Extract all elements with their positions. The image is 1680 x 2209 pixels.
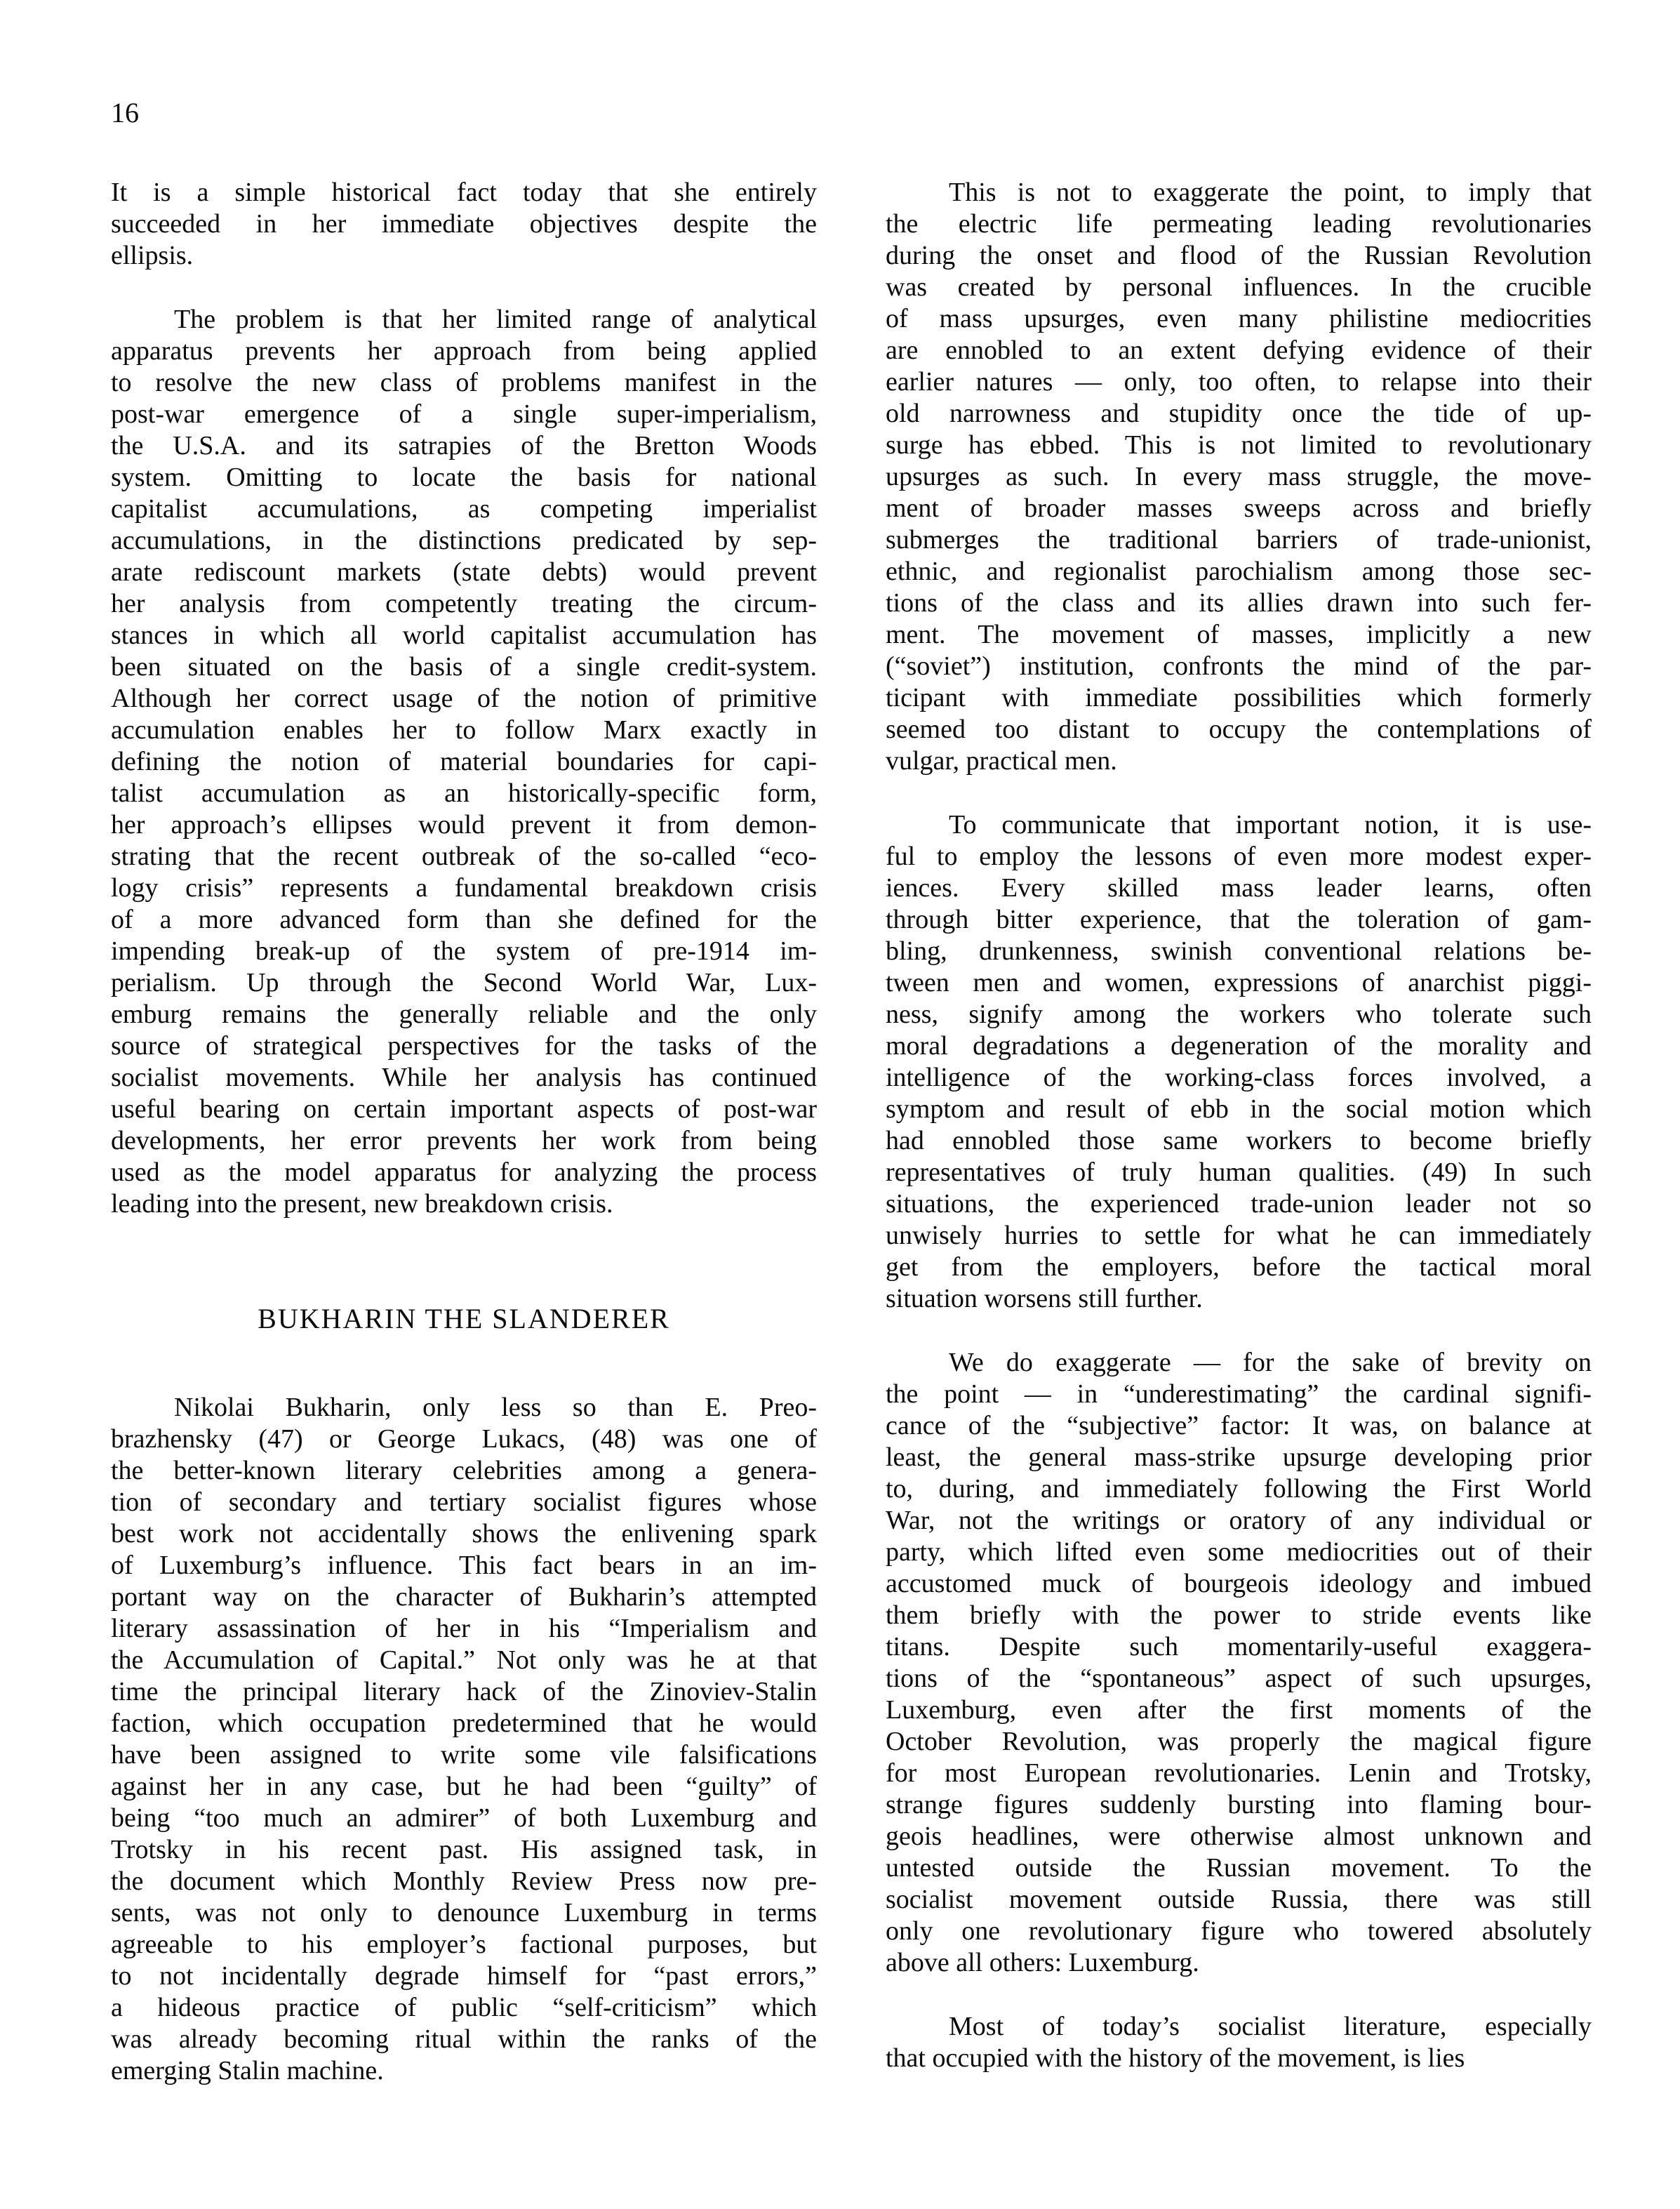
text-line: earlier natures — only, too often, to relapse into their: [886, 367, 1592, 397]
text-line: unwisely hurries to settle for what he can immediately: [886, 1221, 1592, 1250]
text-line: arate rediscount markets (state debts) would prevent: [111, 557, 817, 587]
paragraph: [886, 809, 1592, 1315]
text-line: ful to employ the lessons of even more modest exper-: [886, 842, 1592, 871]
text-line: that occupied with the history of the movement, is lies: [886, 2043, 1465, 2073]
text-line: titans. Despite such momentarily-useful exaggera-: [886, 1632, 1592, 1661]
text-line: above all others: Luxemburg.: [886, 1948, 1199, 1977]
text-line: been situated on the basis of a single credit-system.: [111, 652, 817, 682]
section-heading: BUKHARIN THE SLANDERER: [258, 1303, 670, 1334]
text-line: ellipsis.: [111, 241, 194, 270]
text-line: of mass upsurges, even many philistine mediocrities: [886, 304, 1592, 333]
text-line: emerging Stalin machine.: [111, 2056, 384, 2085]
text-line: the document which Monthly Review Press now pre-: [111, 1866, 817, 1896]
text-line: against her in any case, but he had been “guilty” of: [111, 1772, 817, 1801]
text-line: moral degradations a degeneration of the morality and: [886, 1031, 1592, 1061]
text-line: representatives of truly human qualities. (49) In such: [886, 1157, 1592, 1187]
text-line: a hideous practice of public “self-criticism” which: [111, 1993, 817, 2022]
text-line: Most of today’s socialist literature, especially: [949, 2012, 1592, 2041]
text-line: surge has ebbed. This is not limited to revolutionary: [886, 430, 1592, 460]
text-line: Nikolai Bukharin, only less so than E. Preo-: [174, 1393, 817, 1422]
text-line: useful bearing on certain important aspects of post-war: [111, 1094, 817, 1124]
text-line: apparatus prevents her approach from being applied: [111, 336, 817, 366]
text-line: tion of secondary and tertiary socialist figures whose: [111, 1487, 817, 1517]
text-line: them briefly with the power to stride events like: [886, 1600, 1592, 1630]
text-line: intelligence of the working-class forces involved, a: [886, 1063, 1592, 1092]
text-line: to not incidentally degrade himself for “past errors,”: [111, 1961, 817, 1991]
text-line: (“soviet”) institution, confronts the mind of the par-: [886, 651, 1592, 681]
text-line: accustomed muck of bourgeois ideology and imbued: [886, 1569, 1592, 1598]
text-line: stances in which all world capitalist accumulation has: [111, 621, 817, 650]
text-line: ness, signify among the workers who tolerate such: [886, 1000, 1592, 1029]
text-line: emburg remains the generally reliable and the only: [111, 1000, 817, 1029]
text-line: to resolve the new class of problems manifest in the: [111, 368, 817, 397]
text-line: strating that the recent outbreak of the so-called “eco-: [111, 842, 817, 871]
text-line: To communicate that important notion, it is use-: [949, 810, 1592, 840]
text-line: logy crisis” represents a fundamental breakdown crisis: [111, 873, 817, 903]
text-line: It is a simple historical fact today that she entirely: [111, 178, 817, 207]
text-line: the U.S.A. and its satrapies of the Bretton Woods: [111, 431, 817, 460]
text-line: submerges the traditional barriers of trade-unionist,: [886, 525, 1592, 555]
text-line: ticipant with immediate possibilities which formerly: [886, 683, 1592, 712]
text-line: to, during, and immediately following the First World: [886, 1474, 1592, 1504]
text-line: only one revolutionary figure who towered absolutely: [886, 1916, 1592, 1946]
text-line: bling, drunkenness, swinish conventional relations be-: [886, 936, 1592, 966]
text-line: situations, the experienced trade-union leader not so: [886, 1189, 1592, 1219]
paragraph: [886, 177, 1592, 777]
text-line: vulgar, practical men.: [886, 746, 1117, 776]
text-line: impending break-up of the system of pre-1914 im-: [111, 936, 817, 966]
text-line: ment. The movement of masses, implicitly a new: [886, 620, 1592, 649]
text-line: iences. Every skilled mass leader learns, often: [886, 873, 1592, 903]
text-line: socialist movements. While her analysis has continued: [111, 1063, 817, 1092]
text-line: capitalist accumulations, as competing imperialist: [111, 494, 817, 524]
text-line: accumulation enables her to follow Marx exactly in: [111, 715, 817, 745]
text-line: the electric life permeating leading revolutionaries: [886, 209, 1592, 239]
text-line: the Accumulation of Capital.” Not only was he at that: [111, 1645, 817, 1675]
text-line: being “too much an admirer” of both Luxemburg and: [111, 1803, 817, 1833]
text-line: had ennobled those same workers to become briefly: [886, 1126, 1592, 1155]
text-line: tions of the “spontaneous” aspect of such upsurges,: [886, 1664, 1592, 1693]
text-line: of Luxemburg’s influence. This fact bears in an im-: [111, 1551, 817, 1580]
text-line: This is not to exaggerate the point, to imply that: [949, 178, 1592, 207]
text-line: tween men and women, expressions of anarchist piggi-: [886, 968, 1592, 997]
paragraph: [111, 177, 817, 272]
text-line: during the onset and flood of the Russian Revolution: [886, 241, 1592, 270]
text-line: faction, which occupation predetermined that he would: [111, 1709, 817, 1738]
text-line: geois headlines, were otherwise almost unknown and: [886, 1822, 1592, 1851]
text-line: tions of the class and its allies drawn into such fer-: [886, 588, 1592, 618]
text-line: are ennobled to an extent defying evidence of their: [886, 336, 1592, 365]
text-line: through bitter experience, that the toleration of gam-: [886, 905, 1592, 934]
text-line: sents, was not only to denounce Luxemburg in terms: [111, 1898, 817, 1928]
text-line: Although her correct usage of the notion of primitive: [111, 684, 817, 713]
text-line: ethnic, and regionalist parochialism among those sec-: [886, 557, 1592, 586]
text-line: We do exaggerate — for the sake of brevity on: [949, 1348, 1592, 1377]
right-column: [886, 177, 1592, 2107]
text-line: her approach’s ellipses would prevent it from demon-: [111, 810, 817, 840]
text-line: developments, her error prevents her work from being: [111, 1126, 817, 1155]
text-line: least, the general mass-strike upsurge developing prior: [886, 1442, 1592, 1472]
text-line: defining the notion of material boundaries for capi-: [111, 747, 817, 776]
text-line: literary assassination of her in his “Imperialism and: [111, 1614, 817, 1643]
text-line: War, not the writings or oratory of any individual or: [886, 1506, 1592, 1535]
paragraph: [111, 304, 817, 1220]
text-line: used as the model apparatus for analyzing the process: [111, 1157, 817, 1187]
text-line: system. Omitting to locate the basis for national: [111, 463, 817, 492]
text-line: agreeable to his employer’s factional purposes, but: [111, 1930, 817, 1959]
text-line: post-war emergence of a single super-imperialism,: [111, 399, 817, 429]
text-line: have been assigned to write some vile falsifications: [111, 1740, 817, 1770]
text-line: ment of broader masses sweeps across and briefly: [886, 493, 1592, 523]
text-line: talist accumulation as an historically-specific form,: [111, 778, 817, 808]
text-line: was already becoming ritual within the ranks of the: [111, 2024, 817, 2054]
text-line: brazhensky (47) or George Lukacs, (48) was one of: [111, 1424, 817, 1454]
text-line: source of strategical perspectives for the tasks of the: [111, 1031, 817, 1061]
text-line: accumulations, in the distinctions predicated by sep-: [111, 526, 817, 555]
text-line: get from the employers, before the tactical moral: [886, 1252, 1592, 1282]
text-line: The problem is that her limited range of analytical: [174, 305, 817, 334]
paragraph: [886, 2011, 1592, 2074]
text-line: socialist movement outside Russia, there was still: [886, 1885, 1592, 1914]
text-line: succeeded in her immediate objectives despite the: [111, 209, 817, 239]
text-line: the better-known literary celebrities among a genera-: [111, 1456, 817, 1485]
text-line: symptom and result of ebb in the social motion which: [886, 1094, 1592, 1124]
text-line: the point — in “underestimating” the cardinal signifi-: [886, 1379, 1592, 1409]
paragraph: [886, 1347, 1592, 1979]
text-line: best work not accidentally shows the enlivening spark: [111, 1519, 817, 1548]
text-line: for most European revolutionaries. Lenin and Trotsky,: [886, 1758, 1592, 1788]
text-line: portant way on the character of Bukharin’s attempted: [111, 1582, 817, 1612]
text-line: time the principal literary hack of the Zinoviev-Stalin: [111, 1677, 817, 1706]
text-line: seemed too distant to occupy the contemplations of: [886, 715, 1592, 744]
text-line: strange figures suddenly bursting into flaming bour-: [886, 1790, 1592, 1819]
left-column: [111, 177, 817, 2119]
page-number: 16: [111, 97, 139, 128]
text-line: upsurges as such. In every mass struggle, the move-: [886, 462, 1592, 491]
text-line: her analysis from competently treating the circum-: [111, 589, 817, 618]
text-line: old narrowness and stupidity once the tide of up-: [886, 399, 1592, 428]
text-line: party, which lifted even some mediocrities out of their: [886, 1537, 1592, 1567]
text-line: was created by personal influences. In the crucible: [886, 272, 1592, 302]
text-line: of a more advanced form than she defined for the: [111, 905, 817, 934]
text-line: October Revolution, was properly the magical figure: [886, 1727, 1592, 1756]
text-line: cance of the “subjective” factor: It was, on balance at: [886, 1411, 1592, 1440]
text-line: Luxemburg, even after the first moments of the: [886, 1695, 1592, 1725]
text-line: untested outside the Russian movement. To the: [886, 1853, 1592, 1883]
text-line: perialism. Up through the Second World War, Lux-: [111, 968, 817, 997]
text-line: situation worsens still further.: [886, 1284, 1203, 1313]
text-line: leading into the present, new breakdown crisis.: [111, 1189, 613, 1219]
paragraph: [111, 1392, 817, 2087]
text-line: Trotsky in his recent past. His assigned task, in: [111, 1835, 817, 1864]
